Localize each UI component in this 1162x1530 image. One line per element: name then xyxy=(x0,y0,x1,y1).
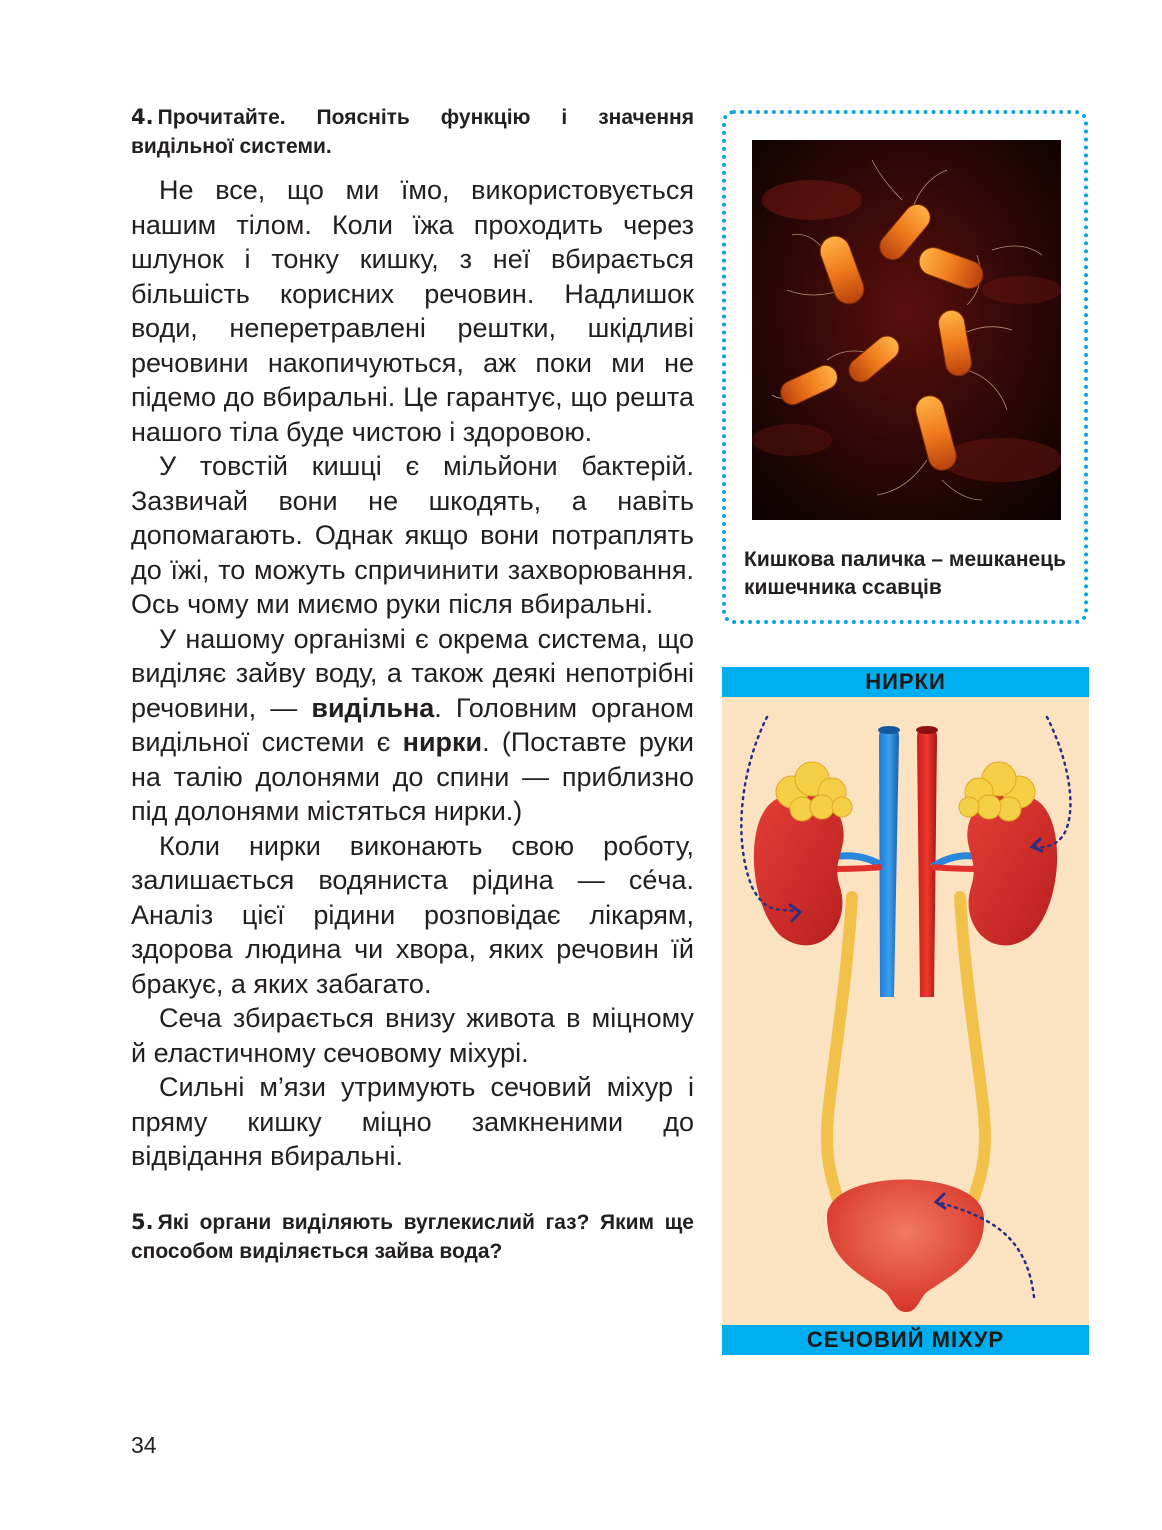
paragraph-4: Коли нирки виконають свою роботу, залишається водяниста рідина — се́ча. Аналіз цієї рідини розповідає лікарям, здорова людина чи хвора, яких речовин їй бракує, а яких забагато. xyxy=(131,830,694,999)
text-column xyxy=(131,103,694,1266)
e-coli-photo xyxy=(752,140,1061,520)
urinary-illustration xyxy=(722,697,1089,1325)
task-number: 4. xyxy=(131,105,154,129)
paragraph-6: Сильні м’язи утримують сечовий міхур і пряму кишку міцно замкненими до відвідання вбиральні. xyxy=(131,1072,694,1171)
task-text: Які органи виділяють вуглекислий газ? Яким ще способом виділяється зайва вода? xyxy=(131,1210,694,1263)
paragraph-2: У товстій кишці є мільйони бактерій. Зазвичай вони не шкодять, а навіть допомагають. Однак якщо вони потраплять до їжі, то можуть спричинити захворювання. Ось чому ми миємо руки після вбиральні. xyxy=(131,451,694,619)
photo-caption: Кишкова паличка – мешканець кишечника ссавців xyxy=(744,548,1066,599)
paragraph-5: Сеча збирається внизу живота в міцному й еластичному сечовому міхурі. xyxy=(131,1003,694,1068)
bladder-label: СЕЧОВИЙ МІХУР xyxy=(722,1325,1089,1355)
task-text: Прочитайте. Поясніть функцію і значення видільної системи. xyxy=(131,106,694,158)
term-vydilna: видільна xyxy=(311,692,435,723)
photo-frame xyxy=(722,110,1088,624)
task-number: 5. xyxy=(131,1209,154,1234)
task-4 xyxy=(131,103,694,161)
paragraph-1: Не все, що ми їмо, використовується нашим тілом. Коли їжа проходить через шлунок і тонку кишку, з неї вбирається більшість корисних речовин. Надлишок води, неперетравлені рештки, шкідливі речовини накопичуються, аж поки ми не підемо до вбиральні. Це гарантує, що решта нашого тіла буде чистою і здоровою. xyxy=(131,175,694,447)
urinary-system-diagram xyxy=(722,667,1089,1355)
page-number: 34 xyxy=(131,1432,157,1458)
paragraph-3: У нашому організмі є окрема система, що виділяє зайву воду, а також деякі непотрібні речовини, — видільна. Головним органом видільної системи є нирки. (Поставте руки на талію долонями до спини — приблизно під долонями містяться нирки.) xyxy=(131,623,695,826)
term-nyrky: нирки xyxy=(402,727,483,757)
kidneys-label: НИРКИ xyxy=(722,667,1089,697)
main-text xyxy=(131,173,694,1174)
task-5 xyxy=(131,1208,694,1266)
